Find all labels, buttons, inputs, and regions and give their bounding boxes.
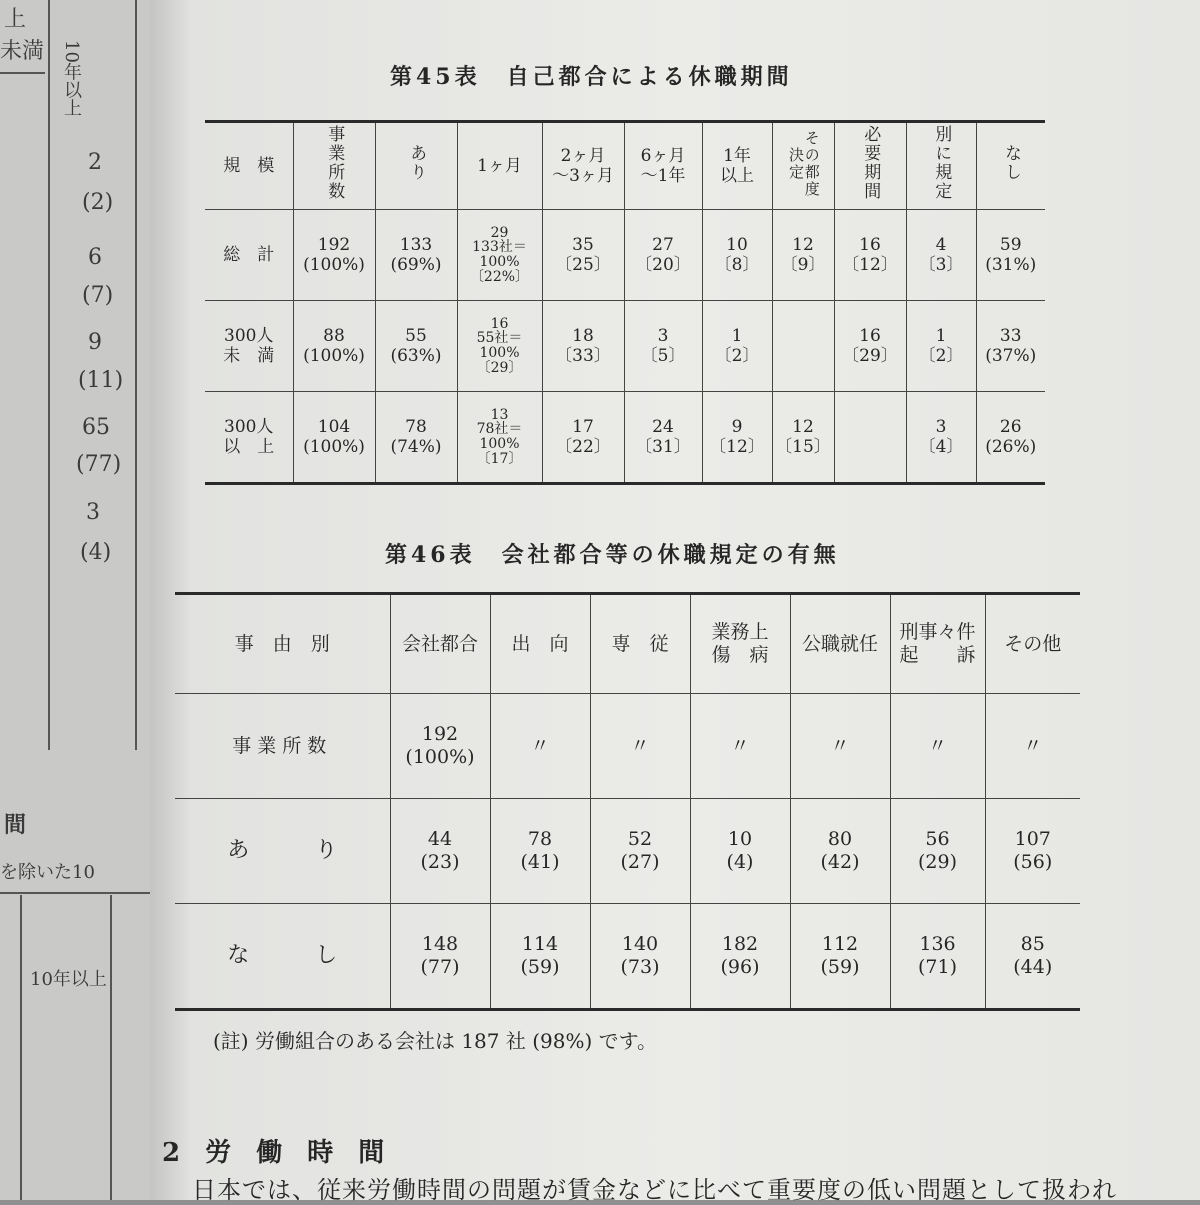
- header-cell: 事業所数: [293, 122, 375, 210]
- fragment-text: 上: [4, 7, 27, 32]
- header-cell: 出 向: [490, 594, 590, 694]
- table-cell: 〃: [490, 694, 590, 799]
- table-cell: 133 (69%): [375, 210, 457, 301]
- header-cell: 1ヶ月: [457, 122, 542, 210]
- divider: [0, 892, 150, 894]
- table-cell: 〃: [985, 694, 1080, 799]
- header-cell: 6ヶ月 〜1年: [624, 122, 702, 210]
- table-cell: 78 (41): [490, 799, 590, 904]
- table-45-title: 第45表 自己都合による休職期間: [390, 64, 793, 90]
- table-cell: 104 (100%): [293, 392, 375, 484]
- table-cell: 192 (100%): [390, 694, 490, 799]
- table-cell: 16 〔12〕: [834, 210, 906, 301]
- header-cell: 公職就任: [790, 594, 890, 694]
- table-cell: 16 55社＝ 100% 〔29〕: [457, 301, 542, 392]
- table-cell: 4 〔3〕: [906, 210, 976, 301]
- table-row: [205, 392, 1045, 484]
- table-cell: 3 〔5〕: [624, 301, 702, 392]
- table-cell: 17 〔22〕: [542, 392, 624, 484]
- fragment-text: (7): [82, 283, 114, 308]
- row-label: あ り: [175, 799, 390, 904]
- table-cell: 12 〔15〕: [772, 392, 834, 484]
- table-cell: 140 (73): [590, 904, 690, 1010]
- table-cell: 29 133社＝ 100% 〔22%〕: [457, 210, 542, 301]
- table-cell: 1 〔2〕: [906, 301, 976, 392]
- table-header-row: [205, 122, 1045, 210]
- divider: [0, 72, 45, 74]
- fragment-text: 6: [88, 245, 102, 270]
- table-cell: 114 (59): [490, 904, 590, 1010]
- fragment-text: 間: [4, 812, 27, 838]
- header-cell: 刑事々件 起 訴: [890, 594, 985, 694]
- table-cell: 13 78社＝ 100% 〔17〕: [457, 392, 542, 484]
- table-cell: 3 〔4〕: [906, 392, 976, 484]
- fragment-text: (4): [80, 540, 112, 565]
- table-cell: 78 (74%): [375, 392, 457, 484]
- header-cell: 会社都合: [390, 594, 490, 694]
- table-row: [205, 301, 1045, 392]
- divider: [110, 895, 112, 1200]
- table-45: [205, 120, 1045, 485]
- fragment-text: (11): [78, 368, 124, 393]
- fragment-text: (2): [82, 190, 114, 215]
- table-cell: 136 (71): [890, 904, 985, 1010]
- header-cell: なし: [976, 122, 1045, 210]
- row-label: 300人 未 満: [205, 301, 293, 392]
- divider: [48, 0, 50, 750]
- table-cell: 10 (4): [690, 799, 790, 904]
- header-cell: その都度決定: [772, 122, 834, 210]
- fragment-text: 3: [86, 500, 100, 525]
- table-cell: 24 〔31〕: [624, 392, 702, 484]
- fragment-text: (77): [76, 452, 122, 477]
- header-cell: 事 由 別: [175, 594, 390, 694]
- table-cell: 12 〔9〕: [772, 210, 834, 301]
- fragment-text: 9: [88, 330, 102, 355]
- header-cell: あり: [375, 122, 457, 210]
- table-cell: 27 〔20〕: [624, 210, 702, 301]
- header-cell: 規 模: [205, 122, 293, 210]
- table-cell: [772, 301, 834, 392]
- table-cell: 〃: [690, 694, 790, 799]
- table-cell: 1 〔2〕: [702, 301, 772, 392]
- fragment-text: 65: [82, 415, 110, 440]
- table-46-title: 第46表 会社都合等の休職規定の有無: [385, 542, 840, 568]
- section-heading: 2 労 働 時 間: [162, 1138, 393, 1168]
- table-cell: 192 (100%): [293, 210, 375, 301]
- table-cell: 85 (44): [985, 904, 1080, 1010]
- table-cell: 112 (59): [790, 904, 890, 1010]
- divider: [135, 0, 137, 750]
- table-cell: 〃: [790, 694, 890, 799]
- header-cell: その他: [985, 594, 1080, 694]
- table-cell: 107 (56): [985, 799, 1080, 904]
- fragment-text: 10年以上: [61, 40, 82, 117]
- row-label: 総 計: [205, 210, 293, 301]
- header-cell: 専 従: [590, 594, 690, 694]
- table-cell: 〃: [590, 694, 690, 799]
- fragment-text: 10年以上: [30, 969, 107, 990]
- table-cell: 56 (29): [890, 799, 985, 904]
- table-header-row: [175, 594, 1080, 694]
- header-cell: 2ヶ月 〜3ヶ月: [542, 122, 624, 210]
- table-row: [175, 694, 1080, 799]
- body-paragraph: 日本では、従来労働時間の問題が賃金などに比べて重要度の低い問題として扱われ: [192, 1176, 1117, 1204]
- table-cell: 148 (77): [390, 904, 490, 1010]
- row-label: 300人 以 上: [205, 392, 293, 484]
- fragment-text: 未満: [0, 39, 45, 64]
- fragment-text: を除いた10: [0, 862, 95, 883]
- table-cell: 88 (100%): [293, 301, 375, 392]
- adjacent-page-fragment: [0, 0, 150, 1200]
- divider: [20, 895, 22, 1200]
- table-cell: 16 〔29〕: [834, 301, 906, 392]
- header-cell: 業務上 傷 病: [690, 594, 790, 694]
- header-cell: 1年 以上: [702, 122, 772, 210]
- table-cell: 35 〔25〕: [542, 210, 624, 301]
- table-cell: 52 (27): [590, 799, 690, 904]
- header-cell: 必要期間: [834, 122, 906, 210]
- table-row: [205, 210, 1045, 301]
- table-cell: 55 (63%): [375, 301, 457, 392]
- header-cell: 別に規定: [906, 122, 976, 210]
- table-46: [175, 592, 1080, 1011]
- table-cell: 18 〔33〕: [542, 301, 624, 392]
- table-row: [175, 904, 1080, 1010]
- row-label: 事業所数: [175, 694, 390, 799]
- table-cell: 26 (26%): [976, 392, 1045, 484]
- table-cell: 44 (23): [390, 799, 490, 904]
- table-cell: 182 (96): [690, 904, 790, 1010]
- row-label: な し: [175, 904, 390, 1010]
- table-cell: 9 〔12〕: [702, 392, 772, 484]
- table-note: (註) 労働組合のある会社は 187 社 (98%) です。: [213, 1029, 658, 1053]
- table-cell: [834, 392, 906, 484]
- table-cell: 59 (31%): [976, 210, 1045, 301]
- table-row: [175, 799, 1080, 904]
- fragment-text: 2: [88, 150, 102, 175]
- table-cell: 33 (37%): [976, 301, 1045, 392]
- table-cell: 10 〔8〕: [702, 210, 772, 301]
- table-cell: 〃: [890, 694, 985, 799]
- table-cell: 80 (42): [790, 799, 890, 904]
